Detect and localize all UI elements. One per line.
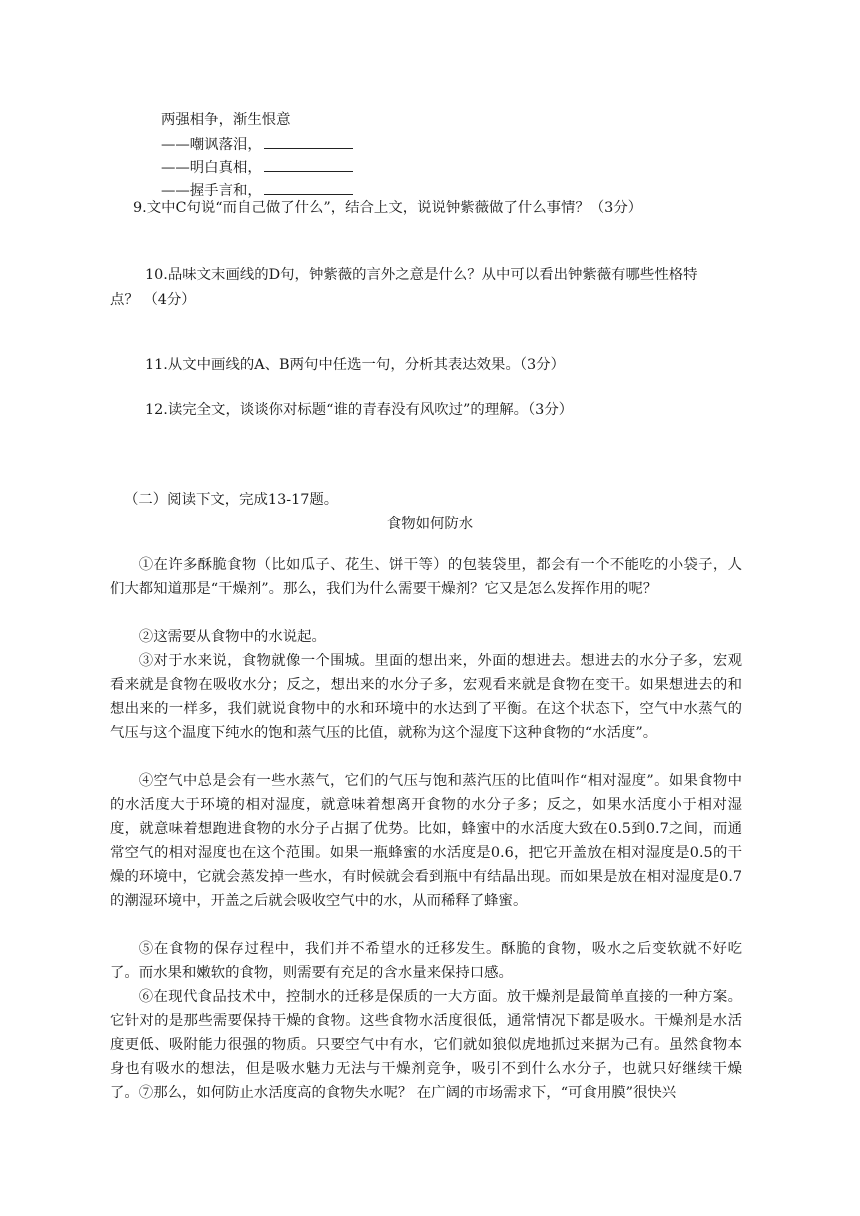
section-intro: （二）阅读下文，完成13-17题。 xyxy=(124,492,339,508)
fill-row-label: ——嘲讽落泪， xyxy=(161,137,262,153)
article-paragraph: ①在许多酥脆食物（比如瓜子、花生、饼干等）的包装袋里，都会有一个不能吃的小袋子，人们大都知道那是“干燥剂”。那么，我们为什么需要干燥剂？它又是怎么发挥作用的呢？ xyxy=(110,557,742,597)
answer-blank[interactable] xyxy=(264,134,353,149)
question-9: 9.文中C句说“而自己做了什么”，结合上文，说说钟紫薇做了什么事情？（3分） xyxy=(133,200,643,216)
question-12: 12.读完全文，谈谈你对标题“谁的青春没有风吹过”的理解。（3分） xyxy=(145,402,574,418)
fill-row xyxy=(161,134,353,155)
fill-row-label: ——握手言和， xyxy=(161,183,262,199)
question-10: 10.品味文末画线的D句，钟紫薇的言外之意是什么？从中可以看出钟紫薇有哪些性格特 xyxy=(145,267,698,283)
question-11: 11.从文中画线的A、B两句中任选一句，分析其表达效果。（3分） xyxy=(145,357,565,373)
fill-heading: 两强相争，渐生恨意 xyxy=(161,112,291,128)
fill-row xyxy=(161,157,353,178)
article-paragraph: ⑥在现代食品技术中，控制水的迁移是保质的一大方面。放干燥剂是最简单直接的一种方案。它针对的是那些需要保持干燥的食物。这些食物水活度很低，通常情况下都是吸水。干燥剂是水活度更低、吸附能力很强的物质。只要空气中有水，它们就如狼似虎地抓过来据为己有。虽然食物本身也有吸水的想法，但是吸水魅力无法与干燥剂竞争，吸引不到什么水分子，也就只好继续干燥了。 xyxy=(110,989,742,1101)
answer-blank[interactable] xyxy=(264,180,353,195)
article-paragraph: ④空气中总是会有一些水蒸气，它们的气压与饱和蒸汽压的比值叫作“相对湿度”。如果食物中的水活度大于环境的相对湿度，就意味着想离开食物的水分子多；反之，如果水活度小于相对湿度，就意味着想跑进食物的水分子占据了优势。比如，蜂蜜中的水活度大致在0.5到0.7之间，而通常空气的相对湿度也在这个范围。如果一瓶蜂蜜的水活度是0.6，把它开盖放在相对湿度是0.5的干燥的环境中，它就会蒸发掉一些水，有时候就会看到瓶中有结晶出现。而如果是放在相对湿度是0.7的潮湿环境中，开盖之后就会吸收空气中的水，从而稀释了蜂蜜。 xyxy=(110,773,742,909)
article-paragraph: ③对于水来说，食物就像一个围城。里面的想出来，外面的想进去。想进去的水分子多，宏观看来就是食物在吸收水分；反之，想出来的水分子多，宏观看来就是食物在变干。如果想进去的和想出来的一样多，我们就说食物中的水和环境中的水达到了平衡。在这个状态下，空气中水蒸气的气压与这个温度下纯水的饱和蒸气压的比值，就称为这个湿度下这种食物的“水活度”。 xyxy=(110,653,742,741)
article-title: 食物如何防水 xyxy=(386,516,474,532)
article-paragraph: ⑤在食物的保存过程中，我们并不希望水的迁移发生。酥脆的食物，吸水之后变软就不好吃了。而水果和嫩软的食物，则需要有充足的含水量来保持口感。 xyxy=(110,941,742,981)
fill-row-label: ——明白真相， xyxy=(161,160,262,176)
answer-blank[interactable] xyxy=(264,157,353,172)
article-paragraph: ②这需要从食物中的水说起。 xyxy=(138,629,326,645)
question-10-cont: 点？ （4分） xyxy=(110,292,196,308)
article-paragraph: ⑦那么，如何防止水活度高的食物失水呢？ 在广阔的市场需求下，“可食用膜”很快兴 xyxy=(138,1085,677,1101)
